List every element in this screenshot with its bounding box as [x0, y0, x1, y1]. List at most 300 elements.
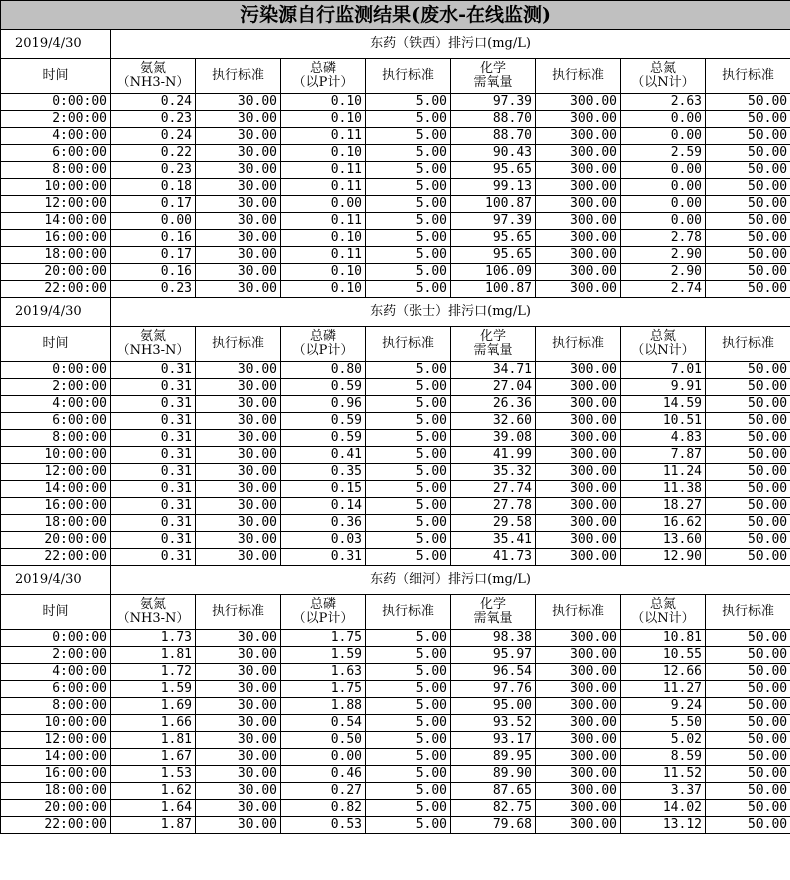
phosphorus-value-cell: 0.00 — [281, 196, 366, 213]
ammonia-standard-cell: 30.00 — [196, 447, 281, 464]
header-time — [1, 59, 111, 94]
cod-value-cell: 89.95 — [451, 749, 536, 766]
ammonia-standard-cell: 30.00 — [196, 715, 281, 732]
ammonia-value-cell: 1.62 — [111, 783, 196, 800]
nitrogen-standard-cell: 50.00 — [706, 681, 790, 698]
nitrogen-standard-cell: 50.00 — [706, 213, 790, 230]
nitrogen-value-cell: 9.91 — [621, 379, 706, 396]
nitrogen-standard-cell: 50.00 — [706, 732, 790, 749]
ammonia-standard-cell: 30.00 — [196, 413, 281, 430]
header-phosphorus — [281, 59, 366, 94]
phosphorus-value-cell: 0.59 — [281, 430, 366, 447]
phosphorus-value-cell: 0.96 — [281, 396, 366, 413]
header-cod — [451, 327, 536, 362]
phosphorus-standard-cell: 5.00 — [366, 715, 451, 732]
cod-value-cell: 96.54 — [451, 664, 536, 681]
nitrogen-standard-cell: 50.00 — [706, 145, 790, 162]
header-phosphorus — [281, 595, 366, 630]
ammonia-value-cell: 0.31 — [111, 430, 196, 447]
table-row — [1, 464, 790, 481]
phosphorus-value-cell: 0.11 — [281, 179, 366, 196]
phosphorus-standard-cell: 5.00 — [366, 430, 451, 447]
table-row — [1, 196, 790, 213]
header-time — [1, 595, 111, 630]
header-standard-line: 执行标准 — [722, 68, 775, 83]
time-cell: 8:00:00 — [1, 162, 111, 179]
phosphorus-standard-cell: 5.00 — [366, 515, 451, 532]
section-date: 2019/4/30 — [1, 566, 111, 595]
ammonia-value-cell: 0.17 — [111, 247, 196, 264]
table-row — [1, 396, 790, 413]
phosphorus-value-cell: 0.36 — [281, 515, 366, 532]
time-cell: 18:00:00 — [1, 783, 111, 800]
ammonia-standard-cell: 30.00 — [196, 230, 281, 247]
ammonia-standard-cell: 30.00 — [196, 783, 281, 800]
header-cod-line: 需氧量 — [473, 611, 513, 626]
nitrogen-value-cell: 5.50 — [621, 715, 706, 732]
phosphorus-standard-cell: 5.00 — [366, 413, 451, 430]
header-nitrogen-line: （以N计） — [631, 75, 695, 90]
nitrogen-value-cell: 3.37 — [621, 783, 706, 800]
header-phosphorus-line: 总磷 — [309, 61, 336, 76]
nitrogen-value-cell: 11.27 — [621, 681, 706, 698]
table-row — [1, 162, 790, 179]
ammonia-standard-cell: 30.00 — [196, 362, 281, 379]
header-standard — [196, 595, 281, 630]
cod-standard-cell: 300.00 — [536, 647, 621, 664]
ammonia-value-cell: 0.22 — [111, 145, 196, 162]
header-cod-line: 化学 — [479, 597, 506, 612]
phosphorus-standard-cell: 5.00 — [366, 749, 451, 766]
nitrogen-standard-cell: 50.00 — [706, 464, 790, 481]
header-cod — [451, 595, 536, 630]
time-cell: 6:00:00 — [1, 681, 111, 698]
header-standard — [706, 327, 790, 362]
nitrogen-value-cell: 14.02 — [621, 800, 706, 817]
time-cell: 16:00:00 — [1, 766, 111, 783]
table-row — [1, 800, 790, 817]
ammonia-standard-cell: 30.00 — [196, 515, 281, 532]
ammonia-standard-cell: 30.00 — [196, 264, 281, 281]
ammonia-standard-cell: 30.00 — [196, 766, 281, 783]
ammonia-standard-cell: 30.00 — [196, 396, 281, 413]
header-standard-line: 执行标准 — [211, 336, 264, 351]
section-name: 东药（铁西）排污口(mg/L) — [111, 30, 790, 59]
cod-value-cell: 106.09 — [451, 264, 536, 281]
cod-standard-cell: 300.00 — [536, 162, 621, 179]
table-row — [1, 515, 790, 532]
ammonia-standard-cell: 30.00 — [196, 179, 281, 196]
header-standard-line: 执行标准 — [551, 68, 604, 83]
nitrogen-value-cell: 11.24 — [621, 464, 706, 481]
phosphorus-value-cell: 0.46 — [281, 766, 366, 783]
phosphorus-standard-cell: 5.00 — [366, 464, 451, 481]
phosphorus-value-cell: 0.53 — [281, 817, 366, 834]
header-ammonia — [111, 327, 196, 362]
phosphorus-standard-cell: 5.00 — [366, 498, 451, 515]
phosphorus-standard-cell: 5.00 — [366, 247, 451, 264]
ammonia-value-cell: 0.31 — [111, 481, 196, 498]
ammonia-standard-cell: 30.00 — [196, 213, 281, 230]
table-row — [1, 111, 790, 128]
time-cell: 0:00:00 — [1, 94, 111, 111]
phosphorus-value-cell: 0.59 — [281, 413, 366, 430]
time-cell: 12:00:00 — [1, 732, 111, 749]
phosphorus-value-cell: 0.00 — [281, 749, 366, 766]
table-row — [1, 498, 790, 515]
nitrogen-standard-cell: 50.00 — [706, 498, 790, 515]
phosphorus-standard-cell: 5.00 — [366, 179, 451, 196]
nitrogen-standard-cell: 50.00 — [706, 447, 790, 464]
time-cell: 10:00:00 — [1, 179, 111, 196]
time-cell: 4:00:00 — [1, 128, 111, 145]
header-cod — [451, 59, 536, 94]
ammonia-standard-cell: 30.00 — [196, 732, 281, 749]
nitrogen-standard-cell: 50.00 — [706, 281, 790, 298]
phosphorus-value-cell: 1.59 — [281, 647, 366, 664]
phosphorus-standard-cell: 5.00 — [366, 732, 451, 749]
cod-value-cell: 93.17 — [451, 732, 536, 749]
phosphorus-standard-cell: 5.00 — [366, 630, 451, 647]
time-cell: 22:00:00 — [1, 549, 111, 566]
nitrogen-value-cell: 0.00 — [621, 179, 706, 196]
cod-standard-cell: 300.00 — [536, 817, 621, 834]
table-row — [1, 549, 790, 566]
table-row — [1, 749, 790, 766]
ammonia-value-cell: 0.31 — [111, 413, 196, 430]
nitrogen-value-cell: 11.38 — [621, 481, 706, 498]
ammonia-value-cell: 0.31 — [111, 515, 196, 532]
phosphorus-value-cell: 0.35 — [281, 464, 366, 481]
phosphorus-value-cell: 1.88 — [281, 698, 366, 715]
cod-standard-cell: 300.00 — [536, 447, 621, 464]
time-cell: 2:00:00 — [1, 379, 111, 396]
cod-standard-cell: 300.00 — [536, 732, 621, 749]
table-row — [1, 715, 790, 732]
cod-value-cell: 95.65 — [451, 247, 536, 264]
time-cell: 2:00:00 — [1, 111, 111, 128]
cod-standard-cell: 300.00 — [536, 362, 621, 379]
time-cell: 0:00:00 — [1, 362, 111, 379]
nitrogen-standard-cell: 50.00 — [706, 766, 790, 783]
ammonia-standard-cell: 30.00 — [196, 549, 281, 566]
header-cod-line: 化学 — [479, 329, 506, 344]
nitrogen-value-cell: 0.00 — [621, 128, 706, 145]
table-row — [1, 817, 790, 834]
ammonia-standard-cell: 30.00 — [196, 664, 281, 681]
ammonia-value-cell: 0.31 — [111, 549, 196, 566]
nitrogen-value-cell: 8.59 — [621, 749, 706, 766]
cod-standard-cell: 300.00 — [536, 749, 621, 766]
cod-standard-cell: 300.00 — [536, 766, 621, 783]
nitrogen-standard-cell: 50.00 — [706, 196, 790, 213]
ammonia-standard-cell: 30.00 — [196, 498, 281, 515]
phosphorus-standard-cell: 5.00 — [366, 379, 451, 396]
ammonia-value-cell: 0.17 — [111, 196, 196, 213]
header-ammonia-line: 氨氮 — [139, 329, 166, 344]
ammonia-value-cell: 1.87 — [111, 817, 196, 834]
header-nitrogen — [621, 595, 706, 630]
cod-standard-cell: 300.00 — [536, 230, 621, 247]
nitrogen-standard-cell: 50.00 — [706, 664, 790, 681]
header-nitrogen-line: 总氮 — [649, 61, 676, 76]
phosphorus-standard-cell: 5.00 — [366, 162, 451, 179]
table-row — [1, 783, 790, 800]
phosphorus-standard-cell: 5.00 — [366, 647, 451, 664]
cod-standard-cell: 300.00 — [536, 681, 621, 698]
column-header-row — [1, 59, 790, 94]
column-header-row — [1, 327, 790, 362]
ammonia-value-cell: 0.24 — [111, 94, 196, 111]
section-date: 2019/4/30 — [1, 298, 111, 327]
time-cell: 4:00:00 — [1, 396, 111, 413]
time-cell: 20:00:00 — [1, 264, 111, 281]
ammonia-value-cell: 0.23 — [111, 111, 196, 128]
cod-standard-cell: 300.00 — [536, 464, 621, 481]
time-cell: 8:00:00 — [1, 698, 111, 715]
header-standard — [196, 59, 281, 94]
phosphorus-value-cell: 0.11 — [281, 128, 366, 145]
table-row — [1, 630, 790, 647]
header-standard — [196, 327, 281, 362]
header-time-line: 时间 — [42, 68, 69, 83]
phosphorus-standard-cell: 5.00 — [366, 800, 451, 817]
time-cell: 0:00:00 — [1, 630, 111, 647]
header-standard-line: 执行标准 — [551, 604, 604, 619]
header-standard-line: 执行标准 — [381, 336, 434, 351]
phosphorus-value-cell: 1.63 — [281, 664, 366, 681]
ammonia-value-cell: 1.64 — [111, 800, 196, 817]
ammonia-standard-cell: 30.00 — [196, 749, 281, 766]
cod-value-cell: 35.32 — [451, 464, 536, 481]
time-cell: 18:00:00 — [1, 515, 111, 532]
phosphorus-value-cell: 0.10 — [281, 111, 366, 128]
phosphorus-standard-cell: 5.00 — [366, 664, 451, 681]
nitrogen-value-cell: 2.63 — [621, 94, 706, 111]
nitrogen-value-cell: 9.24 — [621, 698, 706, 715]
cod-value-cell: 87.65 — [451, 783, 536, 800]
time-cell: 10:00:00 — [1, 447, 111, 464]
phosphorus-value-cell: 0.59 — [281, 379, 366, 396]
table-row — [1, 94, 790, 111]
table-row — [1, 179, 790, 196]
phosphorus-value-cell: 0.11 — [281, 213, 366, 230]
ammonia-standard-cell: 30.00 — [196, 281, 281, 298]
time-cell: 16:00:00 — [1, 230, 111, 247]
table-row — [1, 247, 790, 264]
column-header-row — [1, 595, 790, 630]
cod-value-cell: 39.08 — [451, 430, 536, 447]
nitrogen-value-cell: 2.90 — [621, 264, 706, 281]
header-cod-line: 化学 — [479, 61, 506, 76]
phosphorus-value-cell: 0.27 — [281, 783, 366, 800]
nitrogen-standard-cell: 50.00 — [706, 111, 790, 128]
cod-value-cell: 41.73 — [451, 549, 536, 566]
ammonia-standard-cell: 30.00 — [196, 630, 281, 647]
phosphorus-standard-cell: 5.00 — [366, 362, 451, 379]
phosphorus-value-cell: 0.10 — [281, 94, 366, 111]
phosphorus-value-cell: 0.03 — [281, 532, 366, 549]
cod-standard-cell: 300.00 — [536, 281, 621, 298]
header-nitrogen-line: （以N计） — [631, 343, 695, 358]
ammonia-value-cell: 0.16 — [111, 264, 196, 281]
nitrogen-value-cell: 18.27 — [621, 498, 706, 515]
ammonia-standard-cell: 30.00 — [196, 647, 281, 664]
phosphorus-standard-cell: 5.00 — [366, 698, 451, 715]
phosphorus-value-cell: 0.41 — [281, 447, 366, 464]
phosphorus-value-cell: 0.82 — [281, 800, 366, 817]
nitrogen-standard-cell: 50.00 — [706, 362, 790, 379]
ammonia-standard-cell: 30.00 — [196, 111, 281, 128]
phosphorus-standard-cell: 5.00 — [366, 783, 451, 800]
nitrogen-standard-cell: 50.00 — [706, 800, 790, 817]
section-date: 2019/4/30 — [1, 30, 111, 59]
ammonia-value-cell: 1.66 — [111, 715, 196, 732]
ammonia-value-cell: 0.23 — [111, 281, 196, 298]
header-ammonia-line: 氨氮 — [139, 597, 166, 612]
time-cell: 6:00:00 — [1, 413, 111, 430]
nitrogen-value-cell: 13.60 — [621, 532, 706, 549]
cod-standard-cell: 300.00 — [536, 630, 621, 647]
nitrogen-standard-cell: 50.00 — [706, 379, 790, 396]
cod-value-cell: 100.87 — [451, 281, 536, 298]
cod-standard-cell: 300.00 — [536, 213, 621, 230]
nitrogen-standard-cell: 50.00 — [706, 179, 790, 196]
cod-standard-cell: 300.00 — [536, 179, 621, 196]
nitrogen-value-cell: 5.02 — [621, 732, 706, 749]
ammonia-standard-cell: 30.00 — [196, 196, 281, 213]
cod-value-cell: 99.13 — [451, 179, 536, 196]
cod-standard-cell: 300.00 — [536, 247, 621, 264]
table-row — [1, 681, 790, 698]
ammonia-value-cell: 1.59 — [111, 681, 196, 698]
ammonia-value-cell: 0.31 — [111, 532, 196, 549]
cod-value-cell: 27.74 — [451, 481, 536, 498]
nitrogen-value-cell: 14.59 — [621, 396, 706, 413]
ammonia-value-cell: 0.24 — [111, 128, 196, 145]
header-ammonia — [111, 59, 196, 94]
header-standard-line: 执行标准 — [211, 68, 264, 83]
cod-value-cell: 95.00 — [451, 698, 536, 715]
phosphorus-value-cell: 1.75 — [281, 630, 366, 647]
header-standard-line: 执行标准 — [381, 604, 434, 619]
cod-standard-cell: 300.00 — [536, 413, 621, 430]
ammonia-value-cell: 0.31 — [111, 362, 196, 379]
nitrogen-value-cell: 2.90 — [621, 247, 706, 264]
ammonia-value-cell: 1.73 — [111, 630, 196, 647]
cod-value-cell: 89.90 — [451, 766, 536, 783]
cod-standard-cell: 300.00 — [536, 800, 621, 817]
table-row — [1, 145, 790, 162]
nitrogen-standard-cell: 50.00 — [706, 94, 790, 111]
ammonia-value-cell: 0.31 — [111, 498, 196, 515]
cod-standard-cell: 300.00 — [536, 396, 621, 413]
ammonia-standard-cell: 30.00 — [196, 145, 281, 162]
header-ammonia — [111, 595, 196, 630]
phosphorus-value-cell: 0.11 — [281, 247, 366, 264]
nitrogen-value-cell: 16.62 — [621, 515, 706, 532]
time-cell: 14:00:00 — [1, 749, 111, 766]
table-row — [1, 281, 790, 298]
cod-value-cell: 95.65 — [451, 162, 536, 179]
ammonia-value-cell: 1.53 — [111, 766, 196, 783]
cod-value-cell: 97.39 — [451, 94, 536, 111]
nitrogen-standard-cell: 50.00 — [706, 247, 790, 264]
table-row — [1, 732, 790, 749]
section-row — [1, 30, 790, 59]
cod-value-cell: 93.52 — [451, 715, 536, 732]
header-nitrogen-line: 总氮 — [649, 329, 676, 344]
ammonia-value-cell: 1.69 — [111, 698, 196, 715]
nitrogen-standard-cell: 50.00 — [706, 549, 790, 566]
header-standard — [366, 595, 451, 630]
cod-standard-cell: 300.00 — [536, 379, 621, 396]
section-name: 东药（张士）排污口(mg/L) — [111, 298, 790, 327]
ammonia-standard-cell: 30.00 — [196, 430, 281, 447]
header-cod-line: 需氧量 — [473, 75, 513, 90]
cod-value-cell: 27.78 — [451, 498, 536, 515]
nitrogen-value-cell: 10.55 — [621, 647, 706, 664]
nitrogen-value-cell: 12.90 — [621, 549, 706, 566]
ammonia-standard-cell: 30.00 — [196, 464, 281, 481]
table-row — [1, 447, 790, 464]
ammonia-value-cell: 0.18 — [111, 179, 196, 196]
ammonia-standard-cell: 30.00 — [196, 94, 281, 111]
time-cell: 20:00:00 — [1, 800, 111, 817]
phosphorus-value-cell: 1.75 — [281, 681, 366, 698]
table-row — [1, 264, 790, 281]
phosphorus-standard-cell: 5.00 — [366, 145, 451, 162]
table-row — [1, 766, 790, 783]
table-row — [1, 698, 790, 715]
ammonia-standard-cell: 30.00 — [196, 128, 281, 145]
table-row — [1, 647, 790, 664]
ammonia-value-cell: 0.31 — [111, 464, 196, 481]
nitrogen-value-cell: 2.74 — [621, 281, 706, 298]
time-cell: 22:00:00 — [1, 281, 111, 298]
header-standard — [706, 595, 790, 630]
ammonia-value-cell: 1.81 — [111, 732, 196, 749]
nitrogen-value-cell: 10.81 — [621, 630, 706, 647]
nitrogen-standard-cell: 50.00 — [706, 230, 790, 247]
cod-value-cell: 95.65 — [451, 230, 536, 247]
ammonia-value-cell: 0.00 — [111, 213, 196, 230]
nitrogen-value-cell: 10.51 — [621, 413, 706, 430]
time-cell: 14:00:00 — [1, 213, 111, 230]
cod-standard-cell: 300.00 — [536, 94, 621, 111]
phosphorus-value-cell: 0.10 — [281, 230, 366, 247]
phosphorus-value-cell: 0.31 — [281, 549, 366, 566]
header-standard-line: 执行标准 — [211, 604, 264, 619]
cod-standard-cell: 300.00 — [536, 715, 621, 732]
ammonia-value-cell: 0.31 — [111, 447, 196, 464]
cod-value-cell: 82.75 — [451, 800, 536, 817]
phosphorus-standard-cell: 5.00 — [366, 447, 451, 464]
phosphorus-standard-cell: 5.00 — [366, 94, 451, 111]
ammonia-value-cell: 0.23 — [111, 162, 196, 179]
time-cell: 22:00:00 — [1, 817, 111, 834]
phosphorus-standard-cell: 5.00 — [366, 264, 451, 281]
nitrogen-value-cell: 0.00 — [621, 162, 706, 179]
cod-standard-cell: 300.00 — [536, 196, 621, 213]
ammonia-value-cell: 0.31 — [111, 396, 196, 413]
ammonia-standard-cell: 30.00 — [196, 162, 281, 179]
cod-value-cell: 35.41 — [451, 532, 536, 549]
header-phosphorus — [281, 327, 366, 362]
cod-value-cell: 32.60 — [451, 413, 536, 430]
cod-value-cell: 79.68 — [451, 817, 536, 834]
time-cell: 8:00:00 — [1, 430, 111, 447]
